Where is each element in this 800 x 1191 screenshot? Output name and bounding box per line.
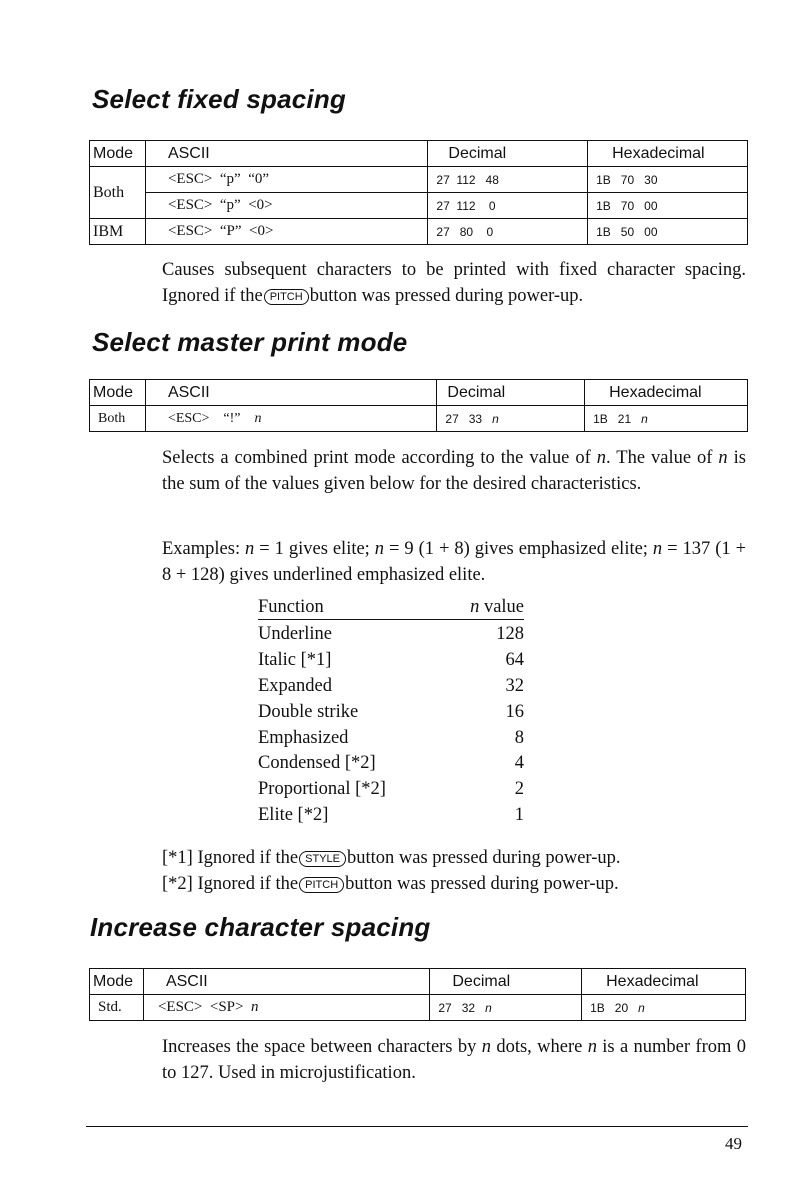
table-header-row (90, 380, 748, 406)
hex-cell: 1B 50 00 (588, 219, 748, 245)
list-item: Condensed [*2] 4 (258, 753, 524, 774)
mode-cell: Both (90, 167, 146, 219)
table-row (90, 193, 748, 219)
header-decimal: Decimal (428, 141, 588, 167)
footnote-1: [*1] Ignored if the STYLE button was pressed during power-up. (162, 848, 621, 868)
examples-paragraph: Examples: n = 1 gives elite; n = 9 (1 + 8) gives emphasized elite; n = 137 (1 + 8 + 128) gives underlined emphasized elite. (162, 539, 746, 585)
decimal-cell: 27 80 0 (428, 219, 588, 245)
description-fixed-spacing: Causes subsequent characters to be printed with fixed character spacing. Ignored if the PITCH button was pressed during power-up. (162, 260, 746, 306)
mode-cell: Std. (90, 995, 144, 1021)
command-table-master-print-mode (89, 379, 748, 432)
header-ascii: ASCII (145, 141, 427, 167)
list-item: Emphasized 8 (258, 727, 524, 748)
header-hexadecimal: Hexadecimal (582, 969, 746, 995)
list-item: Proportional [*2] 2 (258, 779, 524, 800)
section-title-increase-character-spacing: Increase character spacing (90, 912, 431, 942)
pitch-button-key: PITCH (299, 877, 344, 893)
ascii-cell: <ESC> “p” <0> (145, 193, 427, 219)
ascii-cell: <ESC> <SP> n (143, 995, 429, 1021)
n-value-header: n value (470, 597, 524, 617)
hex-cell: 1B 20 n (582, 995, 746, 1021)
table-header-row (90, 969, 746, 995)
header-decimal: Decimal (437, 380, 585, 406)
footnote-2: [*2] Ignored if the PITCH button was pressed during power-up. (162, 874, 619, 894)
table-row (90, 219, 748, 245)
pitch-button-key: PITCH (264, 289, 309, 305)
function-value-table (258, 595, 524, 829)
section-title-fixed-spacing: Select fixed spacing (92, 84, 346, 114)
header-hexadecimal: Hexadecimal (588, 141, 748, 167)
header-mode: Mode (90, 969, 144, 995)
list-item: Expanded 32 (258, 675, 524, 696)
table-row (90, 167, 748, 193)
footer-rule (86, 1126, 748, 1127)
mode-cell: IBM (90, 219, 146, 245)
decimal-cell: 27 33 n (437, 406, 585, 432)
list-item: Double strike 16 (258, 701, 524, 722)
header-mode: Mode (90, 380, 146, 406)
table-header-row (90, 141, 748, 167)
table-row (90, 406, 748, 432)
ascii-cell: <ESC> “!” n (145, 406, 436, 432)
function-table-header (258, 595, 524, 620)
page-number: 49 (725, 1134, 742, 1153)
header-ascii: ASCII (145, 380, 436, 406)
hex-cell: 1B 70 30 (588, 167, 748, 193)
hex-cell: 1B 70 00 (588, 193, 748, 219)
command-table-fixed-spacing (89, 140, 748, 245)
header-ascii: ASCII (143, 969, 429, 995)
list-item: Italic [*1] 64 (258, 649, 524, 670)
description-character-spacing: Increases the space between characters by n dots, where n is a number from 0 to 127. Used in microjustification. (162, 1037, 746, 1083)
style-button-key: STYLE (299, 851, 346, 867)
mode-cell: Both (90, 406, 146, 432)
table-row (90, 995, 746, 1021)
header-decimal: Decimal (430, 969, 582, 995)
decimal-cell: 27 112 0 (428, 193, 588, 219)
command-table-character-spacing (89, 968, 746, 1021)
hex-cell: 1B 21 n (585, 406, 748, 432)
decimal-cell: 27 32 n (430, 995, 582, 1021)
section-title-master-print-mode: Select master print mode (92, 327, 408, 357)
ascii-cell: <ESC> “p” “0” (145, 167, 427, 193)
decimal-cell: 27 112 48 (428, 167, 588, 193)
description-master-print-mode: Selects a combined print mode according to the value of n. The value of n is the sum of the values given below for the desired characteristics. (162, 448, 746, 494)
function-header: Function (258, 597, 324, 617)
header-mode: Mode (90, 141, 146, 167)
ascii-cell: <ESC> “P” <0> (145, 219, 427, 245)
header-hexadecimal: Hexadecimal (585, 380, 748, 406)
list-item: Underline 128 (258, 624, 524, 644)
list-item: Elite [*2] 1 (258, 805, 524, 826)
